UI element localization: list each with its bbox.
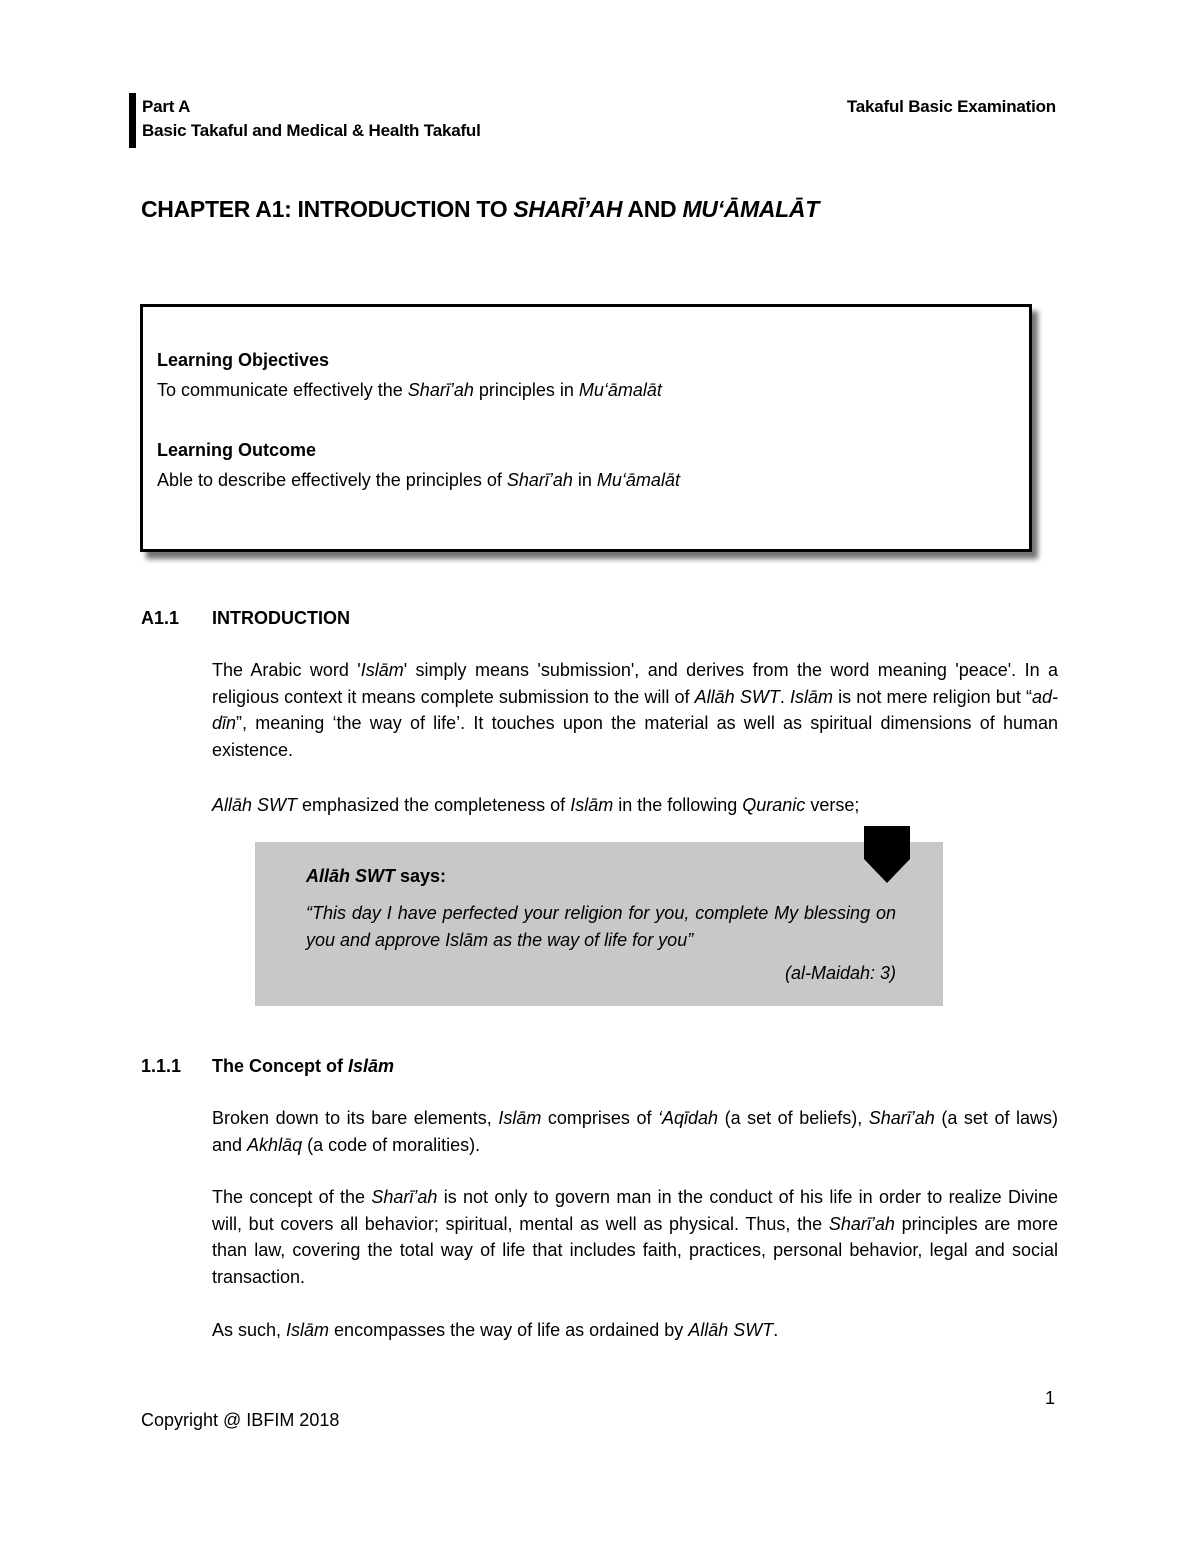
objectives-text: To communicate effectively the Sharī’ah principles in Mu‘āmalāt: [157, 380, 662, 400]
outcome-text: Able to describe effectively the principles of Sharī’ah in Mu‘āmalāt: [157, 470, 680, 490]
paragraph: Allāh SWT emphasized the completeness of Islām in the following Quranic verse;: [212, 795, 860, 815]
quote-text: “This day I have perfected your religion for you, complete My blessing on you and approve Islām as the way of life for you”: [306, 903, 896, 950]
quote-reference: (al-Maidah: 3): [784, 963, 896, 983]
page-number: 1: [1045, 1388, 1056, 1408]
copyright-notice: Copyright @ IBFIM 2018: [141, 1410, 340, 1430]
section-number: A1.1: [141, 608, 180, 628]
header-part: Part A: [142, 97, 191, 116]
bookmark-icon: [864, 826, 910, 883]
paragraph: Broken down to its bare elements, Islām comprises of ‘Aqīdah (a set of beliefs), Sharī’ah (a set of laws) and Akhlāq (a code of moralities).: [212, 1108, 1058, 1155]
header-subtitle: Basic Takaful and Medical & Health Takaful: [142, 121, 481, 140]
quote-speaker: Allāh SWT says:: [306, 866, 447, 886]
objectives-heading: Learning Objectives: [157, 350, 330, 370]
header-accent-bar: [129, 93, 136, 148]
outcome-heading: Learning Outcome: [157, 440, 317, 460]
subsection-title: The Concept of Islām: [212, 1056, 395, 1076]
quran-verse-box: [255, 842, 943, 1006]
paragraph: The concept of the Sharī’ah is not only to govern man in the conduct of his life in order to realize Divine will, but covers all behavior; spiritual, mental as well as physical. Thus, the Sharī’ah principles are more than law, covering the total way of life that includes faith, practices, personal behavior, legal and social transaction.: [212, 1187, 1059, 1287]
subsection-number: 1.1.1: [141, 1056, 182, 1076]
chapter-title: CHAPTER A1: INTRODUCTION TO SHARĪ’AH AND MU‘ĀMALĀT: [141, 196, 819, 222]
section-title: INTRODUCTION: [212, 608, 350, 628]
header-exam-title: Takaful Basic Examination: [846, 97, 1056, 116]
learning-objectives-box: [140, 304, 1032, 552]
paragraph: As such, Islām encompasses the way of life as ordained by Allāh SWT.: [212, 1320, 779, 1340]
paragraph: The Arabic word 'Islām' simply means 'submission', and derives from the word meaning 'peace'. In a religious context it means complete submission to the will of Allāh SWT. Islām is not mere religion but “ad-dīn”, meaning ‘the way of life’. It touches upon the material as well as spiritual dimensions of human existence.: [212, 660, 1058, 760]
